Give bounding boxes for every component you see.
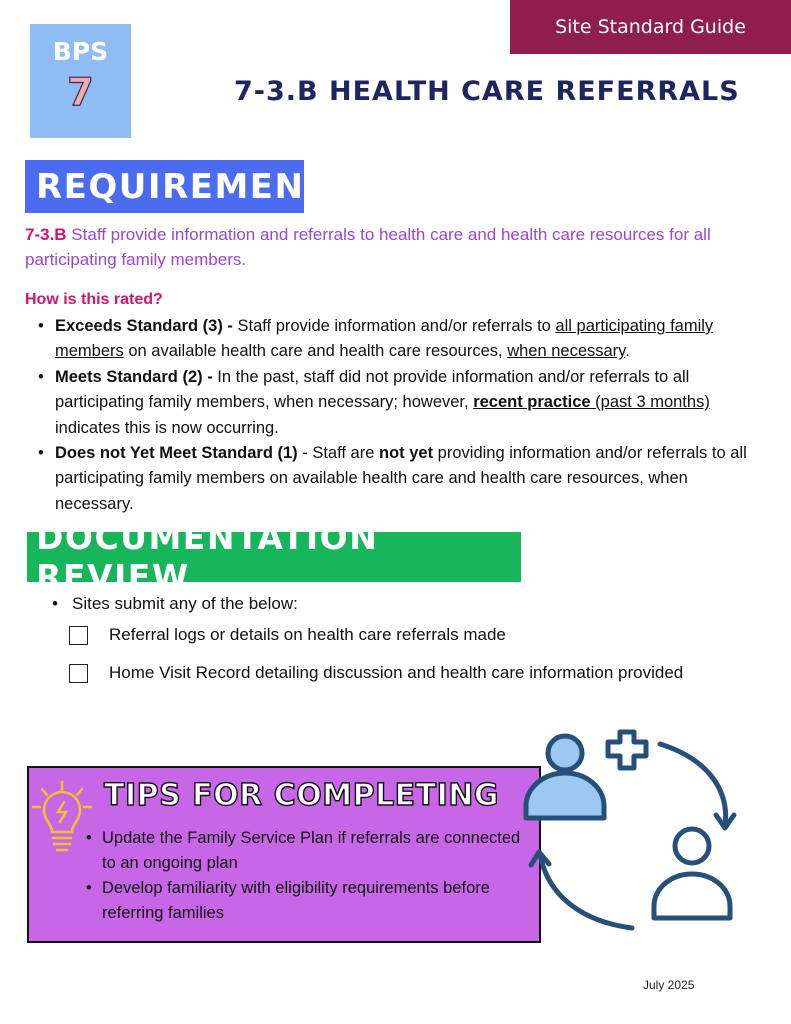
referral-illustration: [520, 726, 770, 941]
criterion-underline: all participating family members: [55, 317, 714, 361]
criterion-exceeds-label: Exceeds Standard (3) -: [55, 317, 233, 335]
criterion-emphasis: not yet: [379, 444, 434, 463]
criterion-meets-label: Meets Standard (2) -: [55, 367, 213, 386]
checkbox-icon: [69, 664, 88, 683]
rating-criteria-list: [36, 314, 766, 517]
footer-date: July 2025: [643, 978, 695, 992]
checkbox-icon: [69, 626, 88, 645]
criterion-text: providing information and/or referrals to all participating family members on available health care and health care resources, when necessary.: [55, 444, 747, 513]
tips-heading: TIPS FOR COMPLETING: [104, 778, 500, 813]
person-icon: [526, 736, 604, 818]
bps-label: BPS: [52, 37, 109, 66]
site-standard-guide-tag: Site Standard Guide: [510, 0, 791, 54]
criterion-text: - Staff are: [297, 444, 379, 463]
criterion-text: In the past, staff did not provide information and/or referrals to all participating family members, when necessary; however,: [55, 367, 690, 412]
requirement-description: Staff provide information and referrals to health care and health care resources for all participating family members.: [25, 225, 711, 269]
documentation-item-label: Home Visit Record detailing discussion and health care information provided: [109, 663, 684, 682]
person-icon: [654, 829, 730, 918]
criterion-emphasis: recent practice: [473, 393, 591, 412]
bps-badge: [30, 24, 131, 138]
tip-item: • Update the Family Service Plan if referrals are connected to an ongoing plan: [85, 826, 525, 876]
bps-number: 7: [67, 70, 94, 114]
criterion-text: .: [625, 342, 630, 361]
documentation-item: [69, 663, 683, 683]
requirement-banner: REQUIREMENT: [25, 160, 304, 213]
documentation-item: [69, 625, 506, 645]
criterion-not-yet: [36, 441, 766, 517]
criterion-not-yet-label: Does not Yet Meet Standard (1): [55, 444, 298, 463]
page-title: 7-3.B HEALTH CARE REFERRALS: [234, 76, 740, 107]
tips-list: [85, 826, 525, 926]
criterion-underline: when necessary: [507, 342, 626, 361]
requirement-code: 7-3.B: [25, 225, 67, 244]
how-rated-heading: How is this rated?: [25, 291, 163, 308]
tip-item: • Develop familiarity with eligibility requirements before referring families: [85, 876, 525, 926]
medical-cross-icon: [608, 732, 646, 768]
criterion-underline: (past 3 months): [590, 393, 710, 412]
criterion-exceeds: [36, 314, 766, 365]
documentation-intro: [52, 594, 298, 614]
criterion-text: indicates this is now occurring.: [55, 418, 279, 437]
requirement-text: [25, 222, 765, 272]
criterion-text: on available health care and health care resources,: [123, 342, 508, 361]
criterion-text: Staff provide information and/or referrals to: [232, 317, 556, 335]
documentation-item-label: Referral logs or details on health care referrals made: [109, 625, 506, 644]
documentation-review-banner: DOCUMENTATION REVIEW: [27, 532, 521, 582]
documentation-intro-text: Sites submit any of the below:: [72, 594, 298, 613]
criterion-meets: [36, 365, 766, 441]
